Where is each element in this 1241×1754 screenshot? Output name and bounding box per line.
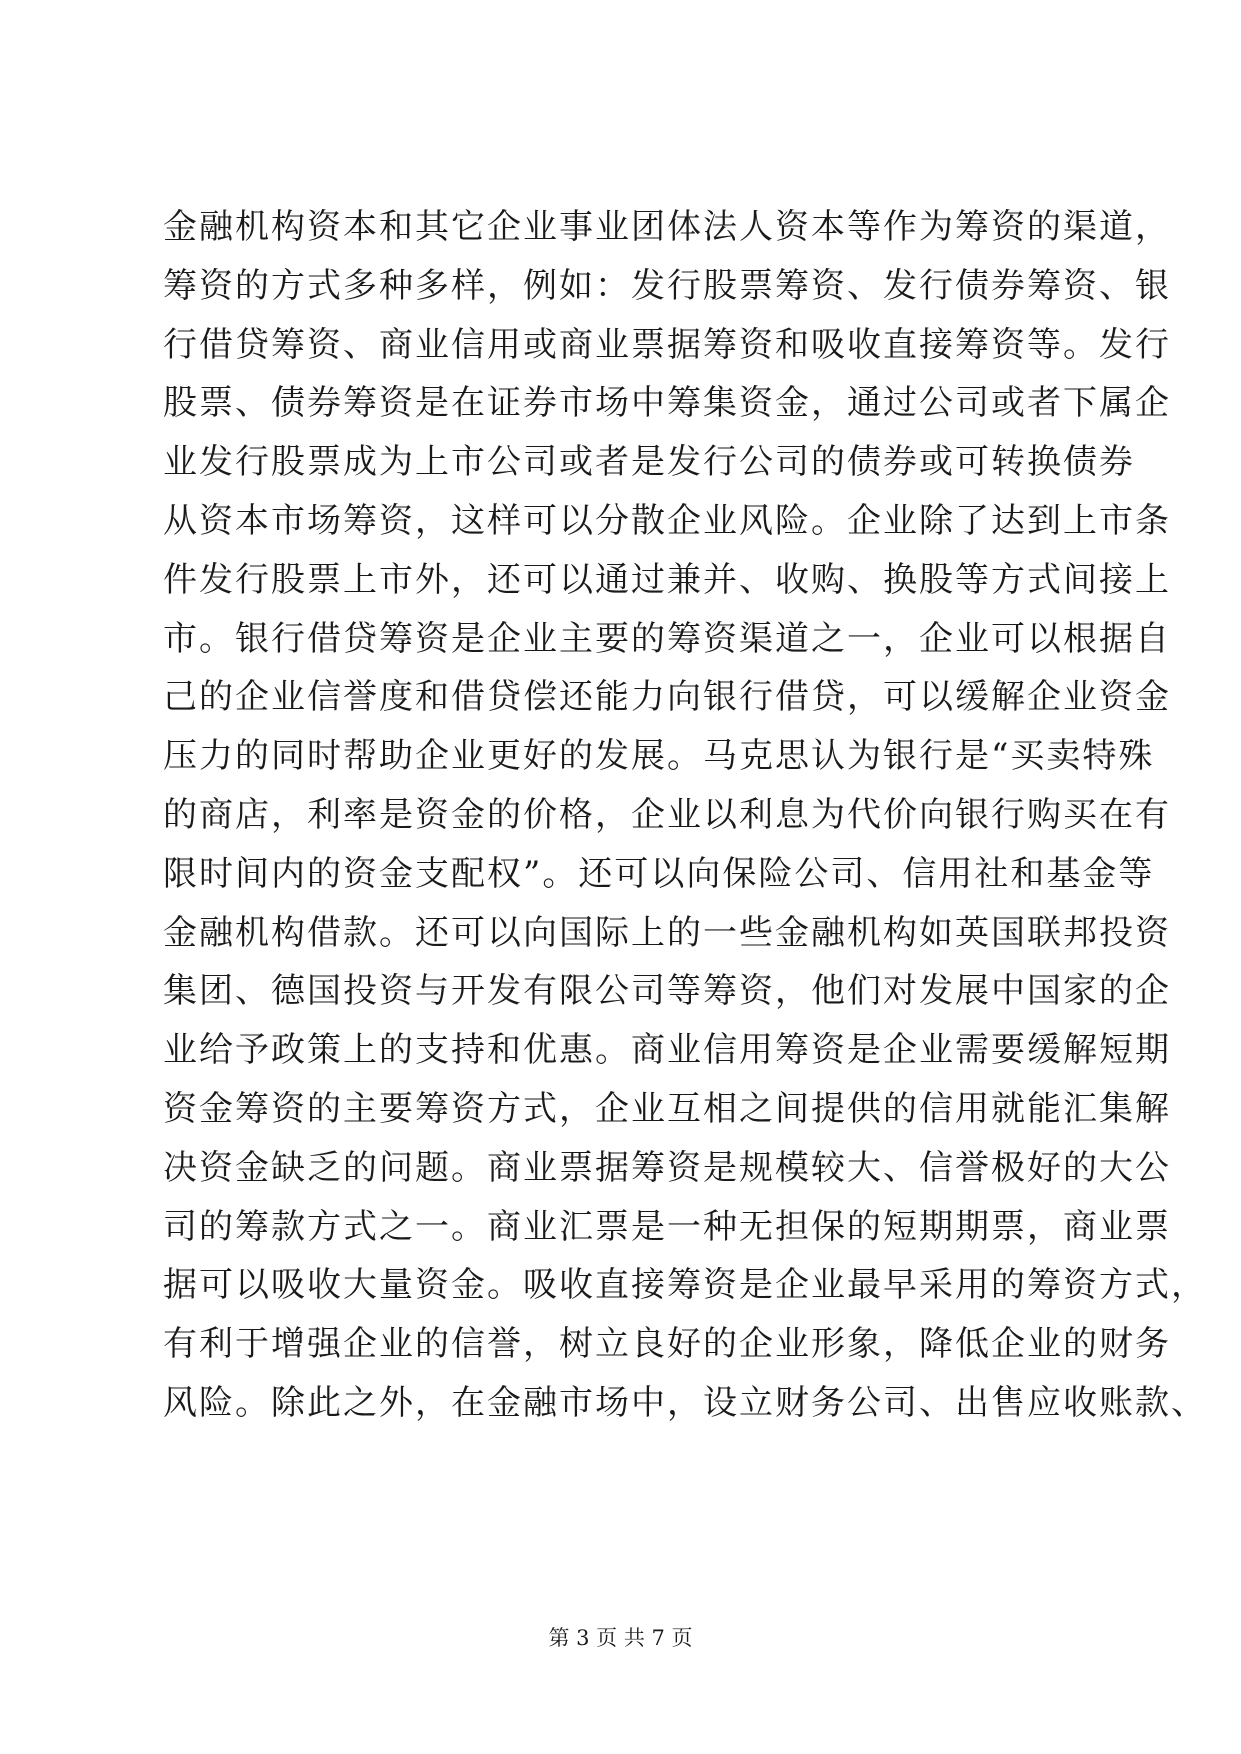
text-line: 己的企业信誉度和借贷偿还能力向银行借贷，可以缓解企业资金 [163, 677, 1171, 718]
text-line: 行借贷筹资、商业信用或商业票据筹资和吸收直接筹资等。发行 [163, 324, 1171, 365]
text-line: 业发行股票成为上市公司或者是发行公司的债券或可转换债券 [163, 442, 1135, 483]
text-line: 市。银行借贷筹资是企业主要的筹资渠道之一，企业可以根据自 [163, 618, 1171, 659]
text-line: 司的筹款方式之一。商业汇票是一种无担保的短期期票，商业票 [163, 1206, 1171, 1247]
text-line: 从资本市场筹资，这样可以分散企业风险。企业除了达到上市条 [163, 500, 1171, 541]
text-line: 金融机构借款。还可以向国际上的一些金融机构如英国联邦投资 [163, 912, 1171, 953]
text-line: 的商店，利率是资金的价格，企业以利息为代价向银行购买在有 [163, 794, 1171, 835]
body-paragraph [163, 198, 1207, 1433]
text-line: 限时间内的资金支配权”。还可以向保险公司、信用社和基金等 [163, 853, 1155, 894]
text-line: 风险。除此之外，在金融市场中，设立财务公司、出售应收账款、 [163, 1382, 1207, 1423]
page-number-footer: 第 3 页 共 7 页 [548, 1626, 693, 1650]
text-line: 股票、债券筹资是在证券市场中筹集资金，通过公司或者下属企 [163, 383, 1171, 424]
text-line: 资金筹资的主要筹资方式，企业互相之间提供的信用就能汇集解 [163, 1088, 1171, 1129]
text-line: 据可以吸收大量资金。吸收直接筹资是企业最早采用的筹资方式， [163, 1265, 1207, 1306]
text-line: 决资金缺乏的问题。商业票据筹资是规模较大、信誉极好的大公 [163, 1147, 1171, 1188]
text-line: 集团、德国投资与开发有限公司等筹资，他们对发展中国家的企 [163, 971, 1171, 1012]
text-line: 金融机构资本和其它企业事业团体法人资本等作为筹资的渠道， [163, 207, 1171, 247]
text-line: 筹资的方式多种多样，例如：发行股票筹资、发行债券筹资、银 [163, 265, 1171, 306]
text-line: 业给予政策上的支持和优惠。商业信用筹资是企业需要缓解短期 [163, 1030, 1171, 1071]
text-line: 压力的同时帮助企业更好的发展。马克思认为银行是“买卖特殊 [163, 736, 1155, 777]
text-line: 有利于增强企业的信誉，树立良好的企业形象，降低企业的财务 [163, 1324, 1171, 1365]
text-line: 件发行股票上市外，还可以通过兼并、收购、换股等方式间接上 [163, 559, 1171, 600]
